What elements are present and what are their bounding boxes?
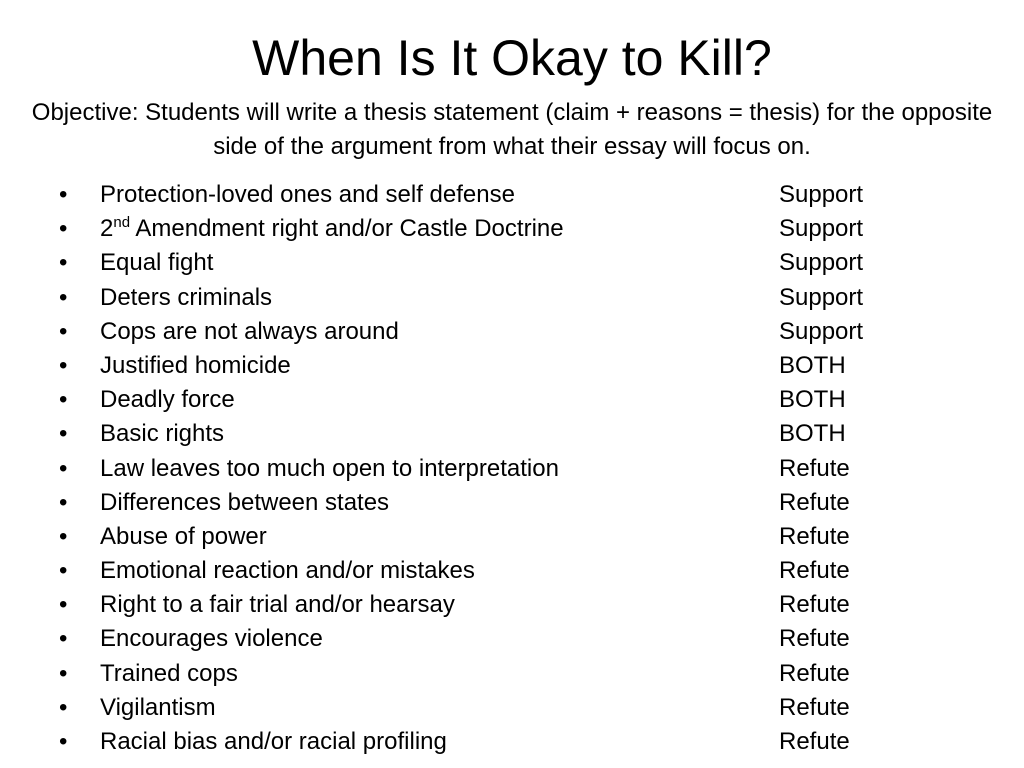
bullet-icon: • — [59, 693, 68, 721]
item-stance: Support — [779, 181, 864, 208]
item-stance: Refute — [779, 488, 850, 516]
item-stance: BOTH — [779, 420, 846, 448]
bullet-icon: • — [59, 215, 68, 243]
list-item — [0, 520, 1024, 554]
bullet-icon: • — [59, 591, 68, 619]
list-item — [0, 622, 1024, 656]
objective-text: Objective: Students will write a thesis statement (claim + reasons = thesis) for the opposite side of the argument from what their essay will focus on. — [31, 99, 993, 160]
item-text-rest: Amendment right and/or Castle Doctrine — [130, 215, 564, 243]
bullet-icon: • — [59, 557, 68, 585]
bullet-icon: • — [59, 488, 68, 516]
bullet-icon: • — [59, 386, 68, 414]
item-text: Justified homicide — [100, 351, 291, 379]
argument-list — [0, 178, 1024, 759]
bullet-icon: • — [59, 454, 68, 482]
bullet-icon: • — [59, 420, 68, 448]
slide-title: When Is It Okay to Kill? — [252, 30, 772, 86]
list-item — [0, 554, 1024, 588]
item-text: Deadly force — [100, 386, 235, 414]
item-text: Racial bias and/or racial profiling — [100, 728, 447, 755]
list-item — [0, 417, 1024, 451]
item-text-superscript: nd — [113, 214, 131, 232]
item-text: Abuse of power — [100, 522, 267, 550]
item-text — [100, 212, 564, 246]
item-stance: Refute — [779, 728, 850, 755]
bullet-icon: • — [59, 249, 68, 277]
list-item — [0, 246, 1024, 280]
bullet-icon: • — [59, 283, 68, 311]
item-stance: Support — [779, 249, 864, 277]
bullet-icon: • — [59, 728, 68, 755]
bullet-icon: • — [59, 659, 68, 687]
bullet-icon: • — [59, 625, 68, 653]
item-stance: Refute — [779, 625, 850, 653]
item-text: Cops are not always around — [100, 317, 399, 345]
item-text: Right to a fair trial and/or hearsay — [100, 591, 455, 619]
list-item — [0, 588, 1024, 622]
item-stance: BOTH — [779, 386, 846, 414]
item-stance: Refute — [779, 591, 850, 619]
list-item — [0, 281, 1024, 315]
bullet-icon: • — [59, 522, 68, 550]
item-text: Deters criminals — [100, 283, 273, 311]
item-text: Differences between states — [100, 488, 390, 516]
bullet-icon: • — [59, 317, 68, 345]
item-stance: Refute — [779, 454, 850, 482]
item-stance: Refute — [779, 693, 850, 721]
item-stance: Support — [779, 317, 864, 345]
list-item — [0, 452, 1024, 486]
item-stance: Refute — [779, 659, 850, 687]
item-text-number: 2 — [100, 215, 114, 243]
item-stance: Support — [779, 283, 864, 311]
item-text: Emotional reaction and/or mistakes — [100, 557, 475, 585]
list-item — [0, 383, 1024, 417]
item-text: Vigilantism — [100, 693, 216, 721]
item-stance: BOTH — [779, 351, 846, 379]
list-item — [0, 212, 1024, 246]
item-stance: Refute — [779, 522, 850, 550]
item-text: Encourages violence — [100, 625, 323, 653]
item-text: Law leaves too much open to interpretation — [100, 454, 559, 482]
item-text: Basic rights — [100, 420, 225, 448]
bullet-icon: • — [59, 351, 68, 379]
item-stance: Support — [779, 215, 864, 243]
list-item — [0, 486, 1024, 520]
bullet-icon: • — [59, 181, 68, 208]
item-text: Equal fight — [100, 249, 214, 277]
item-stance: Refute — [779, 557, 850, 585]
list-item — [0, 691, 1024, 725]
item-text: Trained cops — [100, 659, 238, 687]
list-item — [0, 315, 1024, 349]
list-item — [0, 725, 1024, 759]
list-item — [0, 349, 1024, 383]
list-item — [0, 178, 1024, 212]
item-text: Protection-loved ones and self defense — [100, 181, 515, 208]
list-item — [0, 657, 1024, 691]
